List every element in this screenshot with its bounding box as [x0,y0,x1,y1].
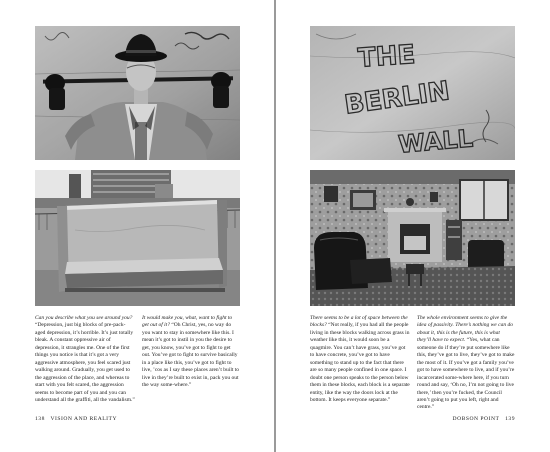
graffiti-word-2: BERLIN [342,76,452,121]
right-caption-col2 [417,315,515,412]
left-answer-2: “Oh Christ, yes, no way do you want to stay in somewhere like this. I mean it’s got to instil in you the desire to get, you know, you’ve got to fight to get out. You’ve got to fight to survive basically in a place like this, you’ve got to fight to live, ’cos as I say these places aren’t built to live in they’re built to exist in, pack you out the way some-where.” [142,322,240,389]
right-answer-2: “Yes, what can someone do if they’re put somewhere like this, they’ve got to live, they’ve got to make the most of it. If you’ve got a family you’ve got to have somewhere to live, and if you’re incarcerated some-where here, if you turn round and say, ‘Oh no, I’m not going to live there,’ then you’re fucked, the Council aren’t going to put you left, right and centre.” [417,337,515,411]
left-folio [35,416,117,422]
left-caption-col2 [142,315,240,390]
left-caption-col1 [35,315,135,404]
graffiti-word-3: WALL [397,124,474,159]
living-room-photo [310,170,515,306]
graffiti-word-1: THE [357,39,417,74]
right-caption-col1 [310,315,410,404]
left-page-number: 138 [35,416,45,422]
living-room-image [310,170,515,306]
right-running-head: DOBSON POINT [452,416,500,422]
man-with-bar-photo [35,26,240,160]
left-running-head: VISION AND REALITY [50,416,117,422]
left-answer-1: “Depression, just big blocks of pre-pack-aged depression, it’s horrible. It’s just totally bleak. A constant oppressive air of depression, it strangles me. One of the first things you notice is that it’s got a very aggressive atmosphere, you feel scared just walking around. Gradually, you get used to the aggression of the place, and whereas to start with you felt scared, the aggression seems to become part of you and you can understand all the graffiti, all the vandalism.” [35,322,135,403]
graffiti-wall-image [310,26,515,160]
right-page [276,0,550,452]
left-question-2: It would make you, what, want to fight to get out of it? [142,315,233,329]
right-folio [453,416,515,422]
right-answer-1: “Not really, if you had all the people living in these blocks walking across grass in weather like this, it would soon be a quagmire. You can’t have grass, you’ve got to have concrete, you’ve got to have something to stand up to the fact that there are so many people confined in one space. I doubt one person speaks to the person below them in these blocks, each block is a separate entity, like the way the doors lock at the bottom. It keeps everyone separate.” [310,322,410,403]
left-page [0,0,274,452]
concrete-bench-image [35,170,240,306]
left-question-1: Can you describe what you see around you? [35,315,133,321]
man-with-bar-image [35,26,240,160]
berlin-wall-graffiti-photo [310,26,515,160]
right-page-number: 139 [505,416,515,422]
right-question-2: The whole environment seems to give the idea of passivity. There’s nothing we can do about it, this is the future, this is what they’ll have to expect. [417,315,513,344]
right-question-1: There seems to be a lot of space between the blocks? [310,315,408,329]
concrete-bench-photo [35,170,240,306]
